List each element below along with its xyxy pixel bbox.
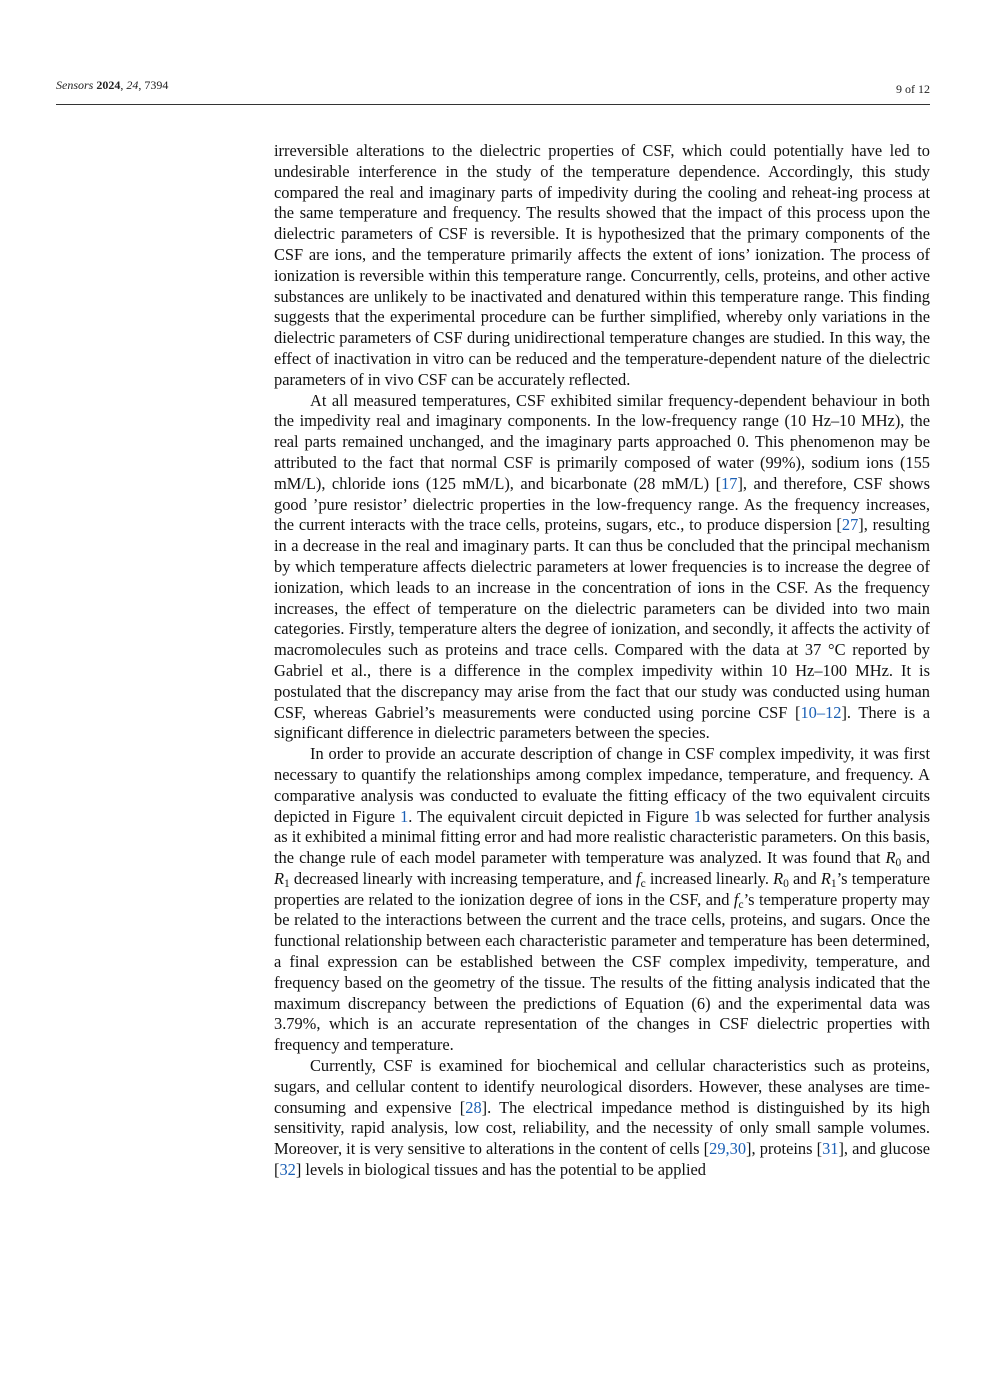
body-text xyxy=(274,141,930,1181)
journal-year: 2024 xyxy=(96,78,121,92)
page-number: 9 of 12 xyxy=(896,82,930,96)
citation-link[interactable]: 32 xyxy=(279,1160,296,1180)
figure-link[interactable]: 1 xyxy=(693,806,702,826)
paragraph-2: At all measured temperatures, CSF exhibited similar frequency-dependent behaviour in both the impedivity real and imaginary components. In the low-frequency range (10 Hz–10 MHz), the real parts remained unchanged, and the imaginary parts approached 0. This phenomenon may be attributed to the fact that normal CSF is primarily composed of water (99%), sodium ions (155 mM/L), chloride ions (125 mM/L), and bicarbonate (28 mM/L) [17], and therefore, CSF shows good ’pure resistor’ dielectric properties in the low-frequency range. As the frequency increases, the current interacts with the trace cells, proteins, sugars, etc., to produce dispersion [27], resulting in a decrease in the real and imaginary parts. It can thus be concluded that the principal mechanism by which temperature affects dielectric parameters at lower frequencies is to increase the degree of ionization, which leads to an increase in the concentration of ions in the CSF. As the frequency increases, the effect of temperature on the dielectric parameters can be divided into two main categories. Firstly, temperature alters the degree of ionization, and secondly, it affects the activity of macromolecules such as proteins and trace cells. Compared with the data at 37 °C reported by Gabriel et al., there is a difference in the complex impedivity within 10 Hz–100 MHz. It is postulated that the discrepancy may arise from the fact that our study was conducted using human CSF, whereas Gabriel’s measurements were conducted using porcine CSF [10–12]. There is a significant difference in dielectric parameters between the species. xyxy=(274,390,931,743)
journal-name: Sensors xyxy=(56,78,94,92)
journal-citation: Sensors 2024, 24, 7394 xyxy=(56,78,169,92)
journal-volume: 24 xyxy=(126,78,139,92)
article-number: 7394 xyxy=(144,78,169,92)
citation-link[interactable]: 12 xyxy=(825,702,842,722)
paragraph-4: Currently, CSF is examined for biochemical and cellular characteristics such as proteins, sugars, and cellular content to identify neurological disorders. However, these analyses are time-consuming and expensive [28]. The electrical impedance method is distinguished by its high sensitivity, rapid analysis, low cost, reliability, and the necessity of only small sample volumes. Moreover, it is very sensitive to alterations in the content of cells [29,30], proteins [31], and glucose [32] levels in biological tissues and has the potential to be applied xyxy=(274,1056,930,1180)
citation-link[interactable]: 10 xyxy=(800,702,817,722)
running-header xyxy=(56,77,930,99)
header-rule xyxy=(56,104,930,105)
citation-link[interactable]: 29 xyxy=(709,1139,726,1159)
citation-link[interactable]: 28 xyxy=(465,1097,482,1117)
paragraph-1: irreversible alterations to the dielectric properties of CSF, which could potentially have led to undesirable interference in the study of the temperature dependence. Accordingly, this study compared the real and imaginary parts of impedivity during the cooling and reheat-ing process at the same temperature and frequency. The results showed that the impact of this process upon the dielectric parameters of CSF is reversible. It is hypothesized that the primary components of the CSF are ions, and the temperature primarily affects the extent of ions’ ionization. The process of ionization is reversible within this temperature range. Concurrently, cells, proteins, and other active substances are unlikely to be inactivated and denatured within this temperature range. This finding suggests that the experimental procedure can be further simplified, whereby only variations in the dielectric parameters of CSF during unidirectional temperature changes are studied. In this way, the effect of inactivation in vitro can be reduced and the temperature-dependent nature of the dielectric parameters of in vivo CSF can be accurately reflected. xyxy=(274,141,930,389)
citation-link[interactable]: 30 xyxy=(729,1139,747,1159)
paragraph-3: In order to provide an accurate description of change in CSF complex impedivity, it was first necessary to quantify the relationships among complex impedance, temperature, and frequency. A comparative analysis was conducted to evaluate the fitting efficacy of the two equivalent circuits depicted in Figure 1. The equivalent circuit depicted in Figure 1b was selected for further analysis as it exhibited a minimal fitting error and had more realistic characteristic parameters. On this basis, the change rule of each model parameter with temperature was analyzed. It was found that $R_0$ and $R_1$ decreased linearly with increasing temperature, and $f_c$ increased linearly. $R_0$ and $R_1’s$ temperature properties are related to the ionization degree of ions in the CSF, and $f_c’s$ temperature property may be related to the interactions between the current and the trace cells, proteins, and sugars. Once the functional relationship between each characteristic parameter and temperature has been determined, a final expression can be established between the CSF complex impedivity, temperature, and frequency based on the geometry of the tissue. The results of the fitting analysis indicated that the maximum discrepancy between the predictions of Equation (6) and the experimental data was 3.79%, which is an accurate representation of the changes in CSF dielectric properties with frequency and temperature. xyxy=(274,744,931,1055)
citation-link[interactable]: 31 xyxy=(822,1139,839,1159)
citation-link[interactable]: 17 xyxy=(721,473,738,493)
citation-link[interactable]: 27 xyxy=(841,515,859,535)
figure-link[interactable]: 1 xyxy=(400,806,409,826)
